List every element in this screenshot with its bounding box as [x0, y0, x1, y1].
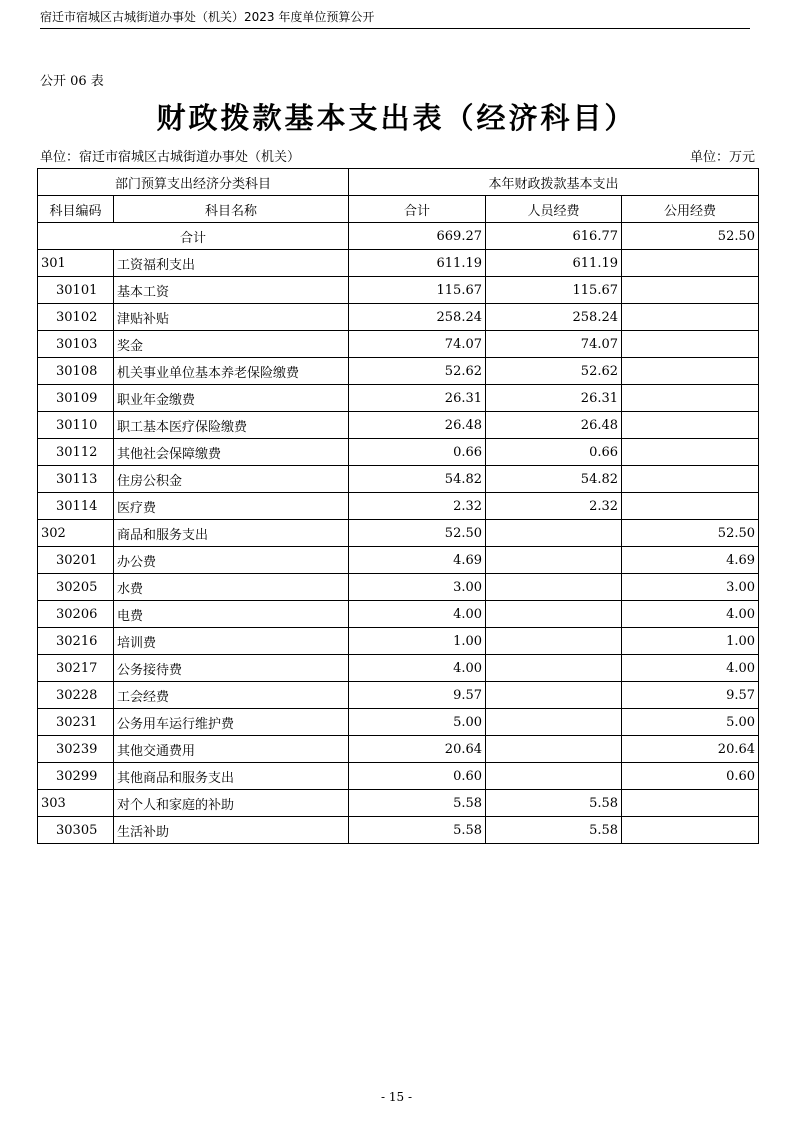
- col-header-total: 合计: [349, 196, 486, 223]
- cell-public: [622, 412, 759, 439]
- cell-personnel: 2.32: [486, 493, 622, 520]
- cell-total: 3.00: [349, 574, 486, 601]
- table-row: [38, 412, 759, 439]
- cell-code: 30114: [38, 493, 114, 520]
- total-label: 合计: [38, 223, 349, 250]
- cell-code: 30228: [38, 682, 114, 709]
- page-title: 财政拨款基本支出表（经济科目）: [156, 101, 637, 135]
- table-row: [38, 385, 759, 412]
- cell-total: 4.69: [349, 547, 486, 574]
- cell-public: [622, 304, 759, 331]
- cell-total: 26.31: [349, 385, 486, 412]
- cell-public: 9.57: [622, 682, 759, 709]
- cell-public: [622, 817, 759, 844]
- table-row: [38, 493, 759, 520]
- cell-public: [622, 385, 759, 412]
- table-row: [38, 817, 759, 844]
- cell-personnel: [486, 736, 622, 763]
- cell-name: 公务接待费: [114, 655, 349, 682]
- col-header-code: 科目编码: [38, 196, 114, 223]
- unit-name: 单位：宿迁市宿城区古城街道办事处（机关）: [40, 150, 301, 165]
- cell-personnel: 74.07: [486, 331, 622, 358]
- table-row: [38, 304, 759, 331]
- table-row: [38, 250, 759, 277]
- total-row: [38, 223, 759, 250]
- group-header-classification: 部门预算支出经济分类科目: [38, 169, 349, 196]
- cell-personnel: 115.67: [486, 277, 622, 304]
- cell-name: 住房公积金: [114, 466, 349, 493]
- cell-name: 津贴补贴: [114, 304, 349, 331]
- cell-total: 5.00: [349, 709, 486, 736]
- cell-code: 30299: [38, 763, 114, 790]
- cell-personnel: [486, 574, 622, 601]
- cell-public: [622, 250, 759, 277]
- total-public: 52.50: [622, 223, 759, 250]
- cell-code: 301: [38, 250, 114, 277]
- cell-personnel: 54.82: [486, 466, 622, 493]
- cell-public: [622, 466, 759, 493]
- cell-personnel: 26.48: [486, 412, 622, 439]
- cell-total: 5.58: [349, 790, 486, 817]
- cell-total: 20.64: [349, 736, 486, 763]
- total-sum: 669.27: [349, 223, 486, 250]
- cell-total: 74.07: [349, 331, 486, 358]
- cell-total: 4.00: [349, 655, 486, 682]
- cell-name: 工会经费: [114, 682, 349, 709]
- group-header-basic-expenditure: 本年财政拨款基本支出: [349, 169, 759, 196]
- document-header: 宿迁市宿城区古城街道办事处（机关）2023 年度单位预算公开: [40, 8, 750, 29]
- cell-code: 30103: [38, 331, 114, 358]
- page-number: - 15 -: [380, 1090, 412, 1104]
- cell-personnel: 5.58: [486, 790, 622, 817]
- cell-code: 30239: [38, 736, 114, 763]
- cell-name: 对个人和家庭的补助: [114, 790, 349, 817]
- cell-personnel: [486, 763, 622, 790]
- cell-name: 奖金: [114, 331, 349, 358]
- cell-name: 其他交通费用: [114, 736, 349, 763]
- cell-public: [622, 358, 759, 385]
- cell-code: 30216: [38, 628, 114, 655]
- col-header-public: 公用经费: [622, 196, 759, 223]
- cell-code: 302: [38, 520, 114, 547]
- cell-personnel: [486, 709, 622, 736]
- table-number: 公开 06 表: [40, 74, 104, 89]
- cell-code: 30112: [38, 439, 114, 466]
- table-row: [38, 331, 759, 358]
- table-row: [38, 682, 759, 709]
- cell-personnel: 258.24: [486, 304, 622, 331]
- cell-public: 5.00: [622, 709, 759, 736]
- table-row: [38, 277, 759, 304]
- cell-public: 4.00: [622, 655, 759, 682]
- cell-name: 机关事业单位基本养老保险缴费: [114, 358, 349, 385]
- cell-name: 办公费: [114, 547, 349, 574]
- cell-total: 54.82: [349, 466, 486, 493]
- cell-public: 52.50: [622, 520, 759, 547]
- cell-public: 20.64: [622, 736, 759, 763]
- cell-code: 303: [38, 790, 114, 817]
- cell-name: 其他社会保障缴费: [114, 439, 349, 466]
- cell-total: 115.67: [349, 277, 486, 304]
- cell-personnel: [486, 628, 622, 655]
- table-row: [38, 547, 759, 574]
- currency-unit: 单位：万元: [689, 150, 755, 165]
- cell-public: [622, 277, 759, 304]
- cell-code: 30102: [38, 304, 114, 331]
- cell-name: 培训费: [114, 628, 349, 655]
- table-row: [38, 439, 759, 466]
- cell-personnel: 26.31: [486, 385, 622, 412]
- cell-public: 4.69: [622, 547, 759, 574]
- cell-name: 职业年金缴费: [114, 385, 349, 412]
- table-row: [38, 466, 759, 493]
- cell-name: 商品和服务支出: [114, 520, 349, 547]
- cell-personnel: [486, 547, 622, 574]
- cell-code: 30108: [38, 358, 114, 385]
- budget-table: [37, 168, 759, 844]
- cell-total: 258.24: [349, 304, 486, 331]
- cell-name: 工资福利支出: [114, 250, 349, 277]
- cell-public: 0.60: [622, 763, 759, 790]
- cell-code: 30101: [38, 277, 114, 304]
- cell-public: [622, 439, 759, 466]
- col-header-personnel: 人员经费: [486, 196, 622, 223]
- cell-code: 30113: [38, 466, 114, 493]
- cell-total: 26.48: [349, 412, 486, 439]
- cell-code: 30217: [38, 655, 114, 682]
- table-row: [38, 763, 759, 790]
- cell-name: 其他商品和服务支出: [114, 763, 349, 790]
- cell-personnel: 5.58: [486, 817, 622, 844]
- cell-total: 0.66: [349, 439, 486, 466]
- cell-total: 611.19: [349, 250, 486, 277]
- cell-personnel: [486, 601, 622, 628]
- cell-code: 30109: [38, 385, 114, 412]
- cell-total: 5.58: [349, 817, 486, 844]
- cell-name: 基本工资: [114, 277, 349, 304]
- cell-personnel: [486, 655, 622, 682]
- cell-code: 30305: [38, 817, 114, 844]
- table-row: [38, 628, 759, 655]
- cell-code: 30201: [38, 547, 114, 574]
- table-row: [38, 655, 759, 682]
- cell-name: 医疗费: [114, 493, 349, 520]
- cell-code: 30231: [38, 709, 114, 736]
- cell-name: 职工基本医疗保险缴费: [114, 412, 349, 439]
- cell-public: 3.00: [622, 574, 759, 601]
- table-row: [38, 520, 759, 547]
- cell-total: 9.57: [349, 682, 486, 709]
- table-row: [38, 358, 759, 385]
- cell-code: 30205: [38, 574, 114, 601]
- cell-total: 52.62: [349, 358, 486, 385]
- cell-personnel: [486, 520, 622, 547]
- cell-public: [622, 331, 759, 358]
- cell-name: 水费: [114, 574, 349, 601]
- cell-total: 0.60: [349, 763, 486, 790]
- cell-total: 52.50: [349, 520, 486, 547]
- cell-personnel: 611.19: [486, 250, 622, 277]
- table-row: [38, 736, 759, 763]
- cell-name: 生活补助: [114, 817, 349, 844]
- total-personnel: 616.77: [486, 223, 622, 250]
- cell-total: 1.00: [349, 628, 486, 655]
- cell-total: 2.32: [349, 493, 486, 520]
- cell-code: 30110: [38, 412, 114, 439]
- cell-public: 4.00: [622, 601, 759, 628]
- cell-public: [622, 790, 759, 817]
- table-row: [38, 790, 759, 817]
- table-row: [38, 574, 759, 601]
- cell-personnel: 52.62: [486, 358, 622, 385]
- cell-public: 1.00: [622, 628, 759, 655]
- cell-name: 电费: [114, 601, 349, 628]
- cell-total: 4.00: [349, 601, 486, 628]
- col-header-name: 科目名称: [114, 196, 349, 223]
- cell-public: [622, 493, 759, 520]
- table-row: [38, 709, 759, 736]
- cell-personnel: 0.66: [486, 439, 622, 466]
- table-row: [38, 601, 759, 628]
- cell-personnel: [486, 682, 622, 709]
- cell-code: 30206: [38, 601, 114, 628]
- cell-name: 公务用车运行维护费: [114, 709, 349, 736]
